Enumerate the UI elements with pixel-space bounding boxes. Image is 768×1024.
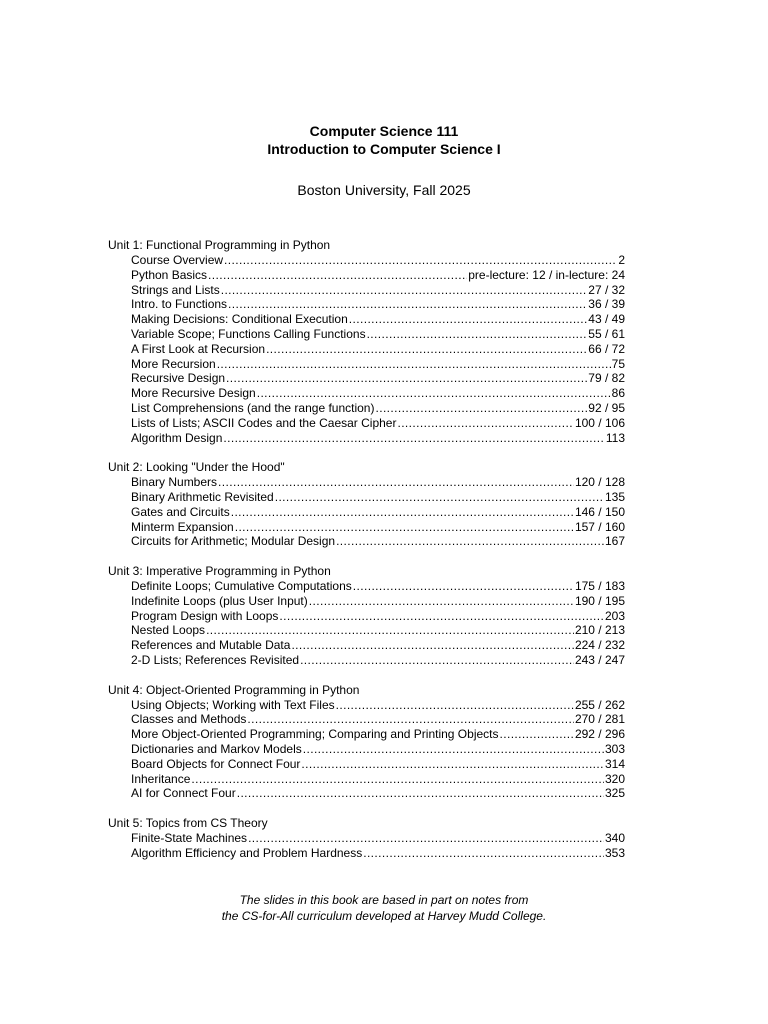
dot-leader [218,475,574,490]
toc-entry-pages: 340 [604,830,625,845]
dot-leader [224,253,617,268]
footnote-line-2: the CS-for-All curriculum developed at Harvey Mudd College. [221,908,547,923]
toc-entry-label: Using Objects; Working with Text Files [131,697,335,712]
toc-entry-label: Dictionaries and Markov Models [131,741,302,756]
toc-entry-label: Lists of Lists; ASCII Codes and the Caesar Cipher [131,415,397,430]
toc-entry [131,490,625,505]
dot-leader [247,712,574,727]
toc-entry [131,609,625,624]
toc-entry [131,520,625,535]
dot-leader [375,401,587,416]
toc-entry-pages: 255 / 262 [574,697,625,712]
dot-leader [363,846,604,861]
toc-entry-pages: 135 [604,489,625,504]
toc-entry [131,534,625,549]
toc-entry [131,594,625,609]
dot-leader [191,772,604,787]
toc-entry-label: References and Mutable Data [131,638,291,653]
toc-entry [131,268,625,283]
dot-leader [206,623,574,638]
toc-entry-pages: 86 [611,386,625,401]
toc-entry [131,357,625,372]
toc-entry [131,579,625,594]
dot-leader [257,386,611,401]
dot-leader [300,653,574,668]
toc-entry-label: 2-D Lists; References Revisited [131,652,300,667]
dot-leader [237,786,604,801]
dot-leader [353,579,574,594]
toc-entry-label: Classes and Methods [131,712,247,727]
toc-entry [131,386,625,401]
toc-entry [131,742,625,757]
dot-leader [208,268,467,283]
dot-leader [231,505,574,520]
toc-entry-pages: 36 / 39 [588,297,625,312]
toc-entry [131,772,625,787]
toc-entry [131,401,625,416]
toc-entry-label: Definite Loops; Cumulative Computations [131,578,352,593]
toc-entry-label: Making Decisions: Conditional Execution [131,312,348,327]
toc-entry-label: Inheritance [131,771,191,786]
unit-section [108,238,625,445]
toc-entry-label: Intro. to Functions [131,297,228,312]
toc-entry-pages: 120 / 128 [574,475,625,490]
toc-entry-label: Circuits for Arithmetic; Modular Design [131,534,336,549]
unit-heading: Unit 2: Looking "Under the Hood" [108,460,285,475]
toc-entry-pages: 43 / 49 [588,312,625,327]
toc-entry-label: Binary Numbers [131,475,218,490]
toc-entry-label: Python Basics [131,267,208,282]
toc-entry [131,727,625,742]
dot-leader [303,742,604,757]
toc-entry-label: More Object-Oriented Programming; Comparing and Printing Objects [131,727,499,742]
toc-entry [131,846,625,861]
dot-leader [248,831,604,846]
toc-entry-pages: 157 / 160 [574,519,625,534]
toc-entry-pages: 27 / 32 [588,282,625,297]
toc-entry-pages: pre-lecture: 12 / in-lecture: 24 [468,267,625,282]
unit-heading: Unit 4: Object-Oriented Programming in Python [108,682,360,697]
toc-entry-label: Minterm Expansion [131,519,234,534]
unit-section [108,816,625,861]
unit-section [108,683,625,802]
toc-entry [131,283,625,298]
toc-entry-pages: 2 [618,253,625,267]
dot-leader [223,431,604,446]
toc-entry-pages: 314 [604,756,625,771]
title-block [0,122,768,158]
toc-entry-label: A First Look at Recursion [131,341,266,356]
dot-leader [217,357,611,372]
toc-entry-pages: 243 / 247 [574,652,625,667]
toc-entry-label: Variable Scope; Functions Calling Functions [131,326,366,341]
course-number: Computer Science 111 [309,123,459,139]
unit-heading: Unit 5: Topics from CS Theory [108,815,268,830]
toc-entry-pages: 224 / 232 [574,638,625,653]
toc-entry [131,342,625,357]
toc-entry-label: Nested Loops [131,623,206,638]
dot-leader [291,638,574,653]
toc-entry [131,638,625,653]
toc-entry [131,653,625,668]
toc-entry-pages: 79 / 82 [588,371,625,386]
toc-entry [131,712,625,727]
dot-leader [221,283,588,298]
dot-leader [266,342,587,357]
toc-entry [131,371,625,386]
toc-entry-pages: 146 / 150 [574,504,625,519]
toc-entry-pages: 353 [604,845,625,860]
dot-leader [336,534,604,549]
toc-entry-label: AI for Connect Four [131,786,236,801]
dot-leader [309,594,574,609]
table-of-contents [108,238,625,875]
toc-entry-pages: 292 / 296 [574,727,625,742]
dot-leader [336,698,574,713]
footnote-line-1: The slides in this book are based in part on notes from [239,893,529,907]
toc-entry [131,786,625,801]
course-title: Introduction to Computer Science I [267,141,501,157]
toc-entry [131,431,625,446]
toc-entry-pages: 66 / 72 [588,341,625,356]
toc-entry-label: Board Objects for Connect Four [131,756,301,771]
toc-entry-label: Indefinite Loops (plus User Input) [131,593,308,608]
toc-entry [131,698,625,713]
toc-entry-pages: 303 [604,741,625,756]
toc-entry [131,312,625,327]
toc-entry-label: Algorithm Design [131,430,223,445]
unit-heading: Unit 3: Imperative Programming in Python [108,563,331,578]
toc-entry-pages: 203 [604,608,625,623]
toc-entry-pages: 325 [604,786,625,801]
toc-entry-pages: 167 [604,534,625,549]
toc-entry [131,757,625,772]
toc-entry-pages: 55 / 61 [588,326,625,341]
toc-entry-label: Binary Arithmetic Revisited [131,489,274,504]
dot-leader [349,312,588,327]
toc-entry [131,475,625,490]
toc-entry [131,623,625,638]
toc-entry-label: Program Design with Loops [131,608,279,623]
toc-entry [131,327,625,342]
toc-entry-label: List Comprehensions (and the range function) [131,400,375,415]
dot-leader [228,297,587,312]
toc-entry-pages: 100 / 106 [574,415,625,430]
toc-entry [131,416,625,431]
toc-entry [131,505,625,520]
dot-leader [301,757,604,772]
dot-leader [279,609,604,624]
institution-term: Boston University, Fall 2025 [297,182,471,198]
unit-section [108,460,625,549]
dot-leader [226,371,587,386]
toc-entry-pages: 175 / 183 [574,578,625,593]
toc-entry [131,297,625,312]
unit-heading: Unit 1: Functional Programming in Python [108,238,331,252]
dot-leader [500,727,574,742]
unit-section [108,564,625,668]
toc-entry-pages: 320 [604,771,625,786]
toc-entry-label: Strings and Lists [131,282,220,297]
toc-entry-label: Course Overview [131,253,224,267]
footnote [0,893,768,924]
toc-entry [131,253,625,268]
toc-entry-label: Algorithm Efficiency and Problem Hardness [131,845,363,860]
toc-entry-label: Finite-State Machines [131,830,248,845]
toc-entry-pages: 210 / 213 [574,623,625,638]
dot-leader [235,520,574,535]
dot-leader [367,327,588,342]
toc-entry-pages: 270 / 281 [574,712,625,727]
toc-entry-label: Gates and Circuits [131,504,230,519]
toc-entry-pages: 113 [605,430,625,445]
dot-leader [275,490,604,505]
toc-entry-label: More Recursive Design [131,386,256,401]
toc-entry-pages: 75 [611,356,625,371]
toc-entry-pages: 92 / 95 [588,400,625,415]
toc-entry [131,831,625,846]
toc-entry-pages: 190 / 195 [574,593,625,608]
dot-leader [397,416,573,431]
toc-entry-label: Recursive Design [131,371,226,386]
toc-entry-label: More Recursion [131,356,216,371]
